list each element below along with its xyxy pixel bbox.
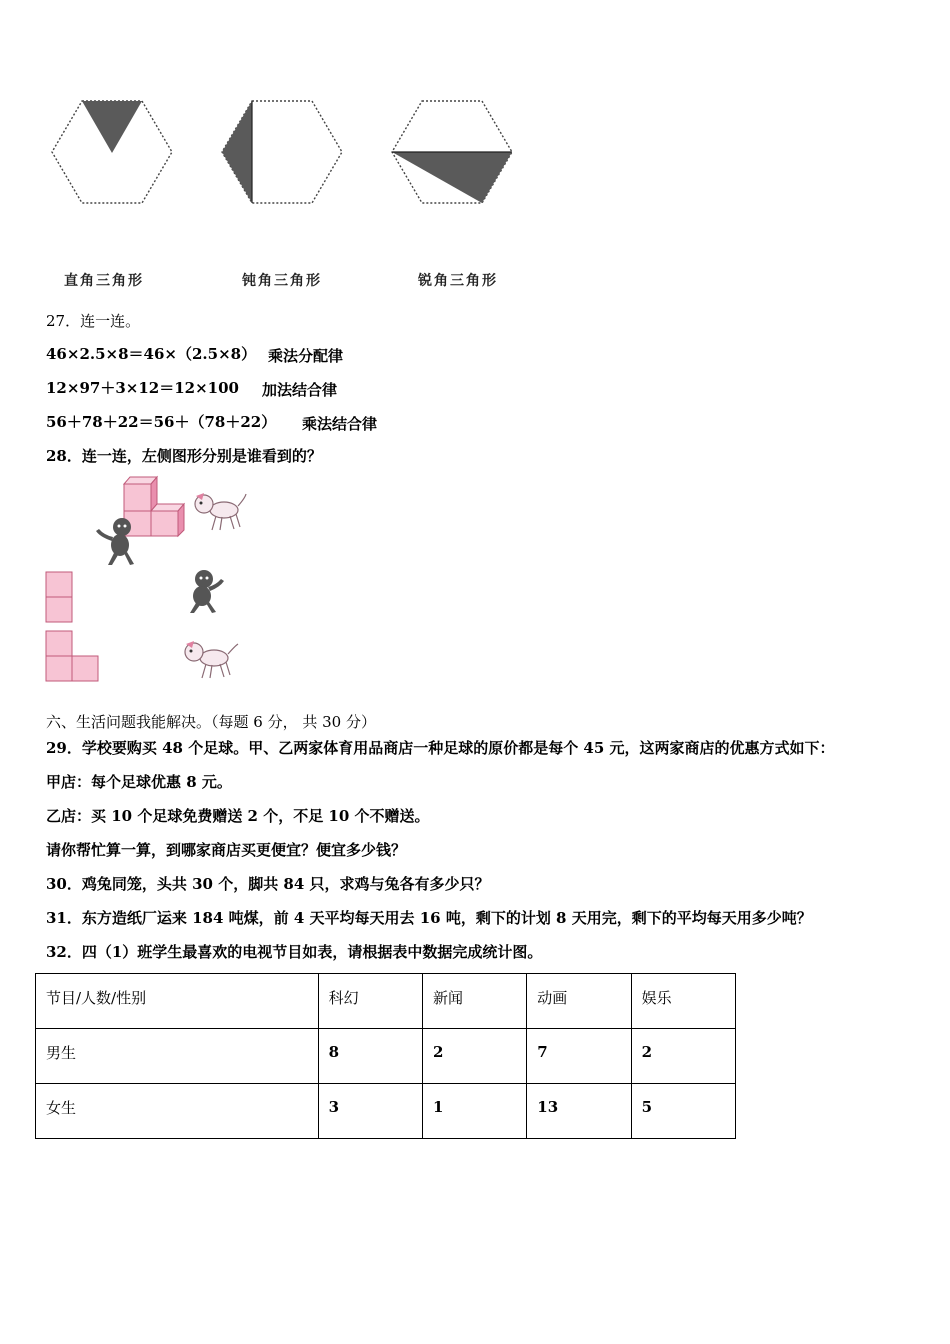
monkey-icon	[94, 517, 140, 567]
table-row	[36, 1029, 736, 1084]
table-cell: 女生	[36, 1084, 319, 1139]
q27-expr-2: 12×97＋3×12＝12×100	[46, 379, 239, 397]
q27-law-3: 乘法结合律	[302, 415, 378, 433]
q29-shop-a: 甲店：每个足球优惠 8 元。	[46, 773, 232, 791]
q29-shop-b: 乙店：买 10 个足球免费赠送 2 个，不足 10 个不赠送。	[46, 807, 430, 825]
q27-expr-3: 56＋78＋22＝56＋（78＋22）	[46, 413, 277, 431]
dog-icon	[190, 490, 248, 534]
hexagon-caption-obtuse: 钝角三角形	[242, 273, 322, 289]
q29-text: 29．学校要购买 48 个足球。甲、乙两家体育用品商店一种足球的原价都是每个 45 元，这两家商店的优惠方式如下：	[46, 739, 835, 757]
monkey-icon	[180, 569, 226, 615]
table-cell: 男生	[36, 1029, 319, 1084]
table-cell: 7	[527, 1029, 631, 1084]
table-header-row	[36, 974, 736, 1029]
q27-expr-1: 46×2.5×8＝46×（2.5×8）	[46, 345, 257, 363]
q27-law-1: 乘法分配律	[268, 347, 344, 365]
table-cell: 1	[422, 1084, 526, 1139]
table-cell: 2	[631, 1029, 735, 1084]
q32-text: 32．四（1）班学生最喜欢的电视节目如表，请根据表中数据完成统计图。	[46, 943, 543, 961]
hexagon-right-triangle-figure	[50, 98, 175, 208]
q30-text: 30．鸡兔同笼，头共 30 个，脚共 84 只，求鸡与兔各有多少只？	[46, 875, 490, 893]
table-cell: 8	[318, 1029, 422, 1084]
table-header-cell: 科幻	[318, 974, 422, 1029]
table-header-cell: 动画	[527, 974, 631, 1029]
tv-preference-table	[35, 973, 736, 1139]
table-header-cell: 新闻	[422, 974, 526, 1029]
table-cell: 5	[631, 1084, 735, 1139]
hexagon-caption-acute: 锐角三角形	[418, 273, 498, 289]
view-l-shape-squares	[45, 630, 99, 682]
table-cell: 3	[318, 1084, 422, 1139]
table-cell: 2	[422, 1029, 526, 1084]
q27-title: 27．连一连。	[46, 312, 141, 330]
hexagon-caption-right: 直角三角形	[64, 273, 144, 289]
q29-ask: 请你帮忙算一算，到哪家商店买更便宜？便宜多少钱？	[46, 841, 407, 859]
table-cell: 13	[527, 1084, 631, 1139]
hexagon-acute-triangle-figure	[390, 98, 515, 208]
hexagon-obtuse-triangle-figure	[220, 98, 345, 208]
table-header-cell: 娱乐	[631, 974, 735, 1029]
view-two-stacked-squares	[45, 571, 73, 623]
section-6-title: 六、生活问题我能解决。（每题 6 分， 共 30 分）	[46, 713, 376, 731]
dog-icon	[180, 638, 240, 682]
q27-law-2: 加法结合律	[262, 381, 338, 399]
table-header-cell: 节目/人数/性别	[36, 974, 319, 1029]
q31-text: 31．东方造纸厂运来 184 吨煤，前 4 天平均每天用去 16 吨，剩下的计划 8 天用完，剩下的平均每天用多少吨？	[46, 909, 812, 927]
q28-title: 28．连一连，左侧图形分别是谁看到的？	[46, 447, 322, 465]
table-row	[36, 1084, 736, 1139]
